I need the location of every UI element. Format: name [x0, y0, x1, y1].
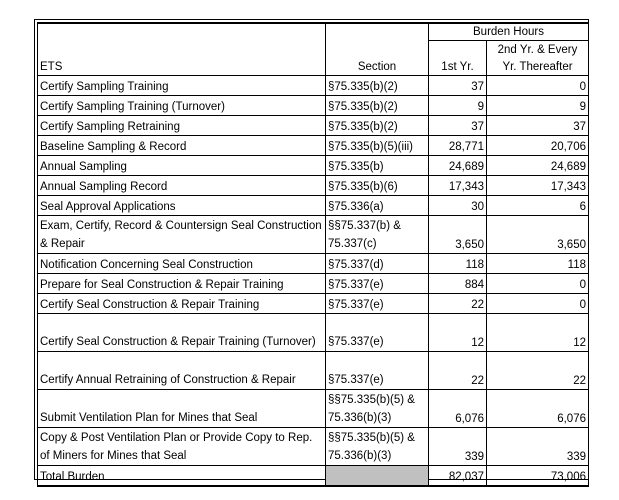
row-first-year-cell: 884	[429, 274, 487, 294]
row-section-cell: §75.337(e)	[326, 352, 429, 390]
row-later-years-cell: 0	[487, 294, 589, 314]
table-row	[38, 274, 589, 294]
header-burden-hours: Burden Hours	[429, 23, 589, 41]
row-ets-cell: Baseline Sampling & Record	[38, 136, 326, 156]
row-later-years-cell: 22	[487, 352, 589, 390]
table-row	[38, 156, 589, 176]
row-section-cell: §75.336(a)	[326, 196, 429, 216]
row-first-year-cell: 22	[429, 294, 487, 314]
row-ets-cell: Annual Sampling	[38, 156, 326, 176]
row-first-year-cell: 28,771	[429, 136, 487, 156]
row-section-cell: §75.335(b)(5)(iii)	[326, 136, 429, 156]
row-ets-cell: Certify Sampling Training (Turnover)	[38, 96, 326, 116]
row-section-cell: §75.337(e)	[326, 294, 429, 314]
row-first-year-cell: 22	[429, 352, 487, 390]
row-later-years-cell: 339	[487, 428, 589, 466]
row-later-years-cell: 0	[487, 76, 589, 96]
table-row	[38, 76, 589, 96]
total-row	[38, 466, 589, 486]
total-label: Total Burden	[38, 466, 326, 486]
row-ets-cell: Certify Seal Construction & Repair Training	[38, 294, 326, 314]
row-section-cell: §75.335(b)(2)	[326, 96, 429, 116]
row-first-year-cell: 24,689	[429, 156, 487, 176]
row-ets-cell: Submit Ventilation Plan for Mines that Seal	[38, 390, 326, 428]
table-row	[38, 294, 589, 314]
row-section-cell: §75.337(e)	[326, 314, 429, 352]
header-second-year-line1: 2nd Yr. & Every	[487, 41, 589, 58]
row-section-cell: §75.335(b)(2)	[326, 76, 429, 96]
row-later-years-cell: 6,076	[487, 390, 589, 428]
total-later-years: 73,006	[487, 466, 589, 486]
row-ets-cell: Certify Sampling Training	[38, 76, 326, 96]
row-later-years-cell: 17,343	[487, 176, 589, 196]
table-row	[38, 314, 589, 352]
table-row	[38, 96, 589, 116]
row-ets-cell: Certify Seal Construction & Repair Training (Turnover)	[38, 314, 326, 352]
row-later-years-cell: 6	[487, 196, 589, 216]
row-ets-cell: Certify Sampling Retraining	[38, 116, 326, 136]
table-row	[38, 216, 589, 254]
row-section-cell: §§75.335(b)(5) & 75.336(b)(3)	[326, 428, 429, 466]
table-row	[38, 136, 589, 156]
header-ets: ETS	[38, 23, 326, 76]
row-later-years-cell: 9	[487, 96, 589, 116]
row-section-cell: §§75.337(b) & 75.337(c)	[326, 216, 429, 254]
row-later-years-cell: 24,689	[487, 156, 589, 176]
row-first-year-cell: 37	[429, 76, 487, 96]
row-section-cell: §75.337(e)	[326, 274, 429, 294]
row-first-year-cell: 9	[429, 96, 487, 116]
row-first-year-cell: 6,076	[429, 390, 487, 428]
row-section-cell: §75.335(b)	[326, 156, 429, 176]
row-section-cell: §75.335(b)(6)	[326, 176, 429, 196]
total-section-blank	[326, 466, 429, 486]
header-second-year-line2: Yr. Thereafter	[487, 58, 589, 76]
row-first-year-cell: 17,343	[429, 176, 487, 196]
row-later-years-cell: 118	[487, 254, 589, 274]
header-section: Section	[326, 23, 429, 76]
table-row	[38, 196, 589, 216]
total-first-year: 82,037	[429, 466, 487, 486]
row-section-cell: §75.335(b)(2)	[326, 116, 429, 136]
row-later-years-cell: 20,706	[487, 136, 589, 156]
table-row	[38, 254, 589, 274]
row-ets-cell: Notification Concerning Seal Construction	[38, 254, 326, 274]
row-first-year-cell: 30	[429, 196, 487, 216]
row-ets-cell: Prepare for Seal Construction & Repair Training	[38, 274, 326, 294]
table-row	[38, 428, 589, 466]
row-ets-cell: Annual Sampling Record	[38, 176, 326, 196]
row-section-cell: §§75.335(b)(5) & 75.336(b)(3)	[326, 390, 429, 428]
burden-hours-table	[37, 22, 589, 487]
row-first-year-cell: 118	[429, 254, 487, 274]
row-ets-cell: Certify Annual Retraining of Construction & Repair	[38, 352, 326, 390]
row-later-years-cell: 37	[487, 116, 589, 136]
table-row	[38, 352, 589, 390]
table-row	[38, 116, 589, 136]
row-later-years-cell: 12	[487, 314, 589, 352]
row-ets-cell: Copy & Post Ventilation Plan or Provide Copy to Rep. of Miners for Mines that Seal	[38, 428, 326, 466]
header-first-year: 1st Yr.	[429, 41, 487, 76]
row-ets-cell: Exam, Certify, Record & Countersign Seal Construction & Repair	[38, 216, 326, 254]
row-first-year-cell: 12	[429, 314, 487, 352]
row-section-cell: §75.337(d)	[326, 254, 429, 274]
row-first-year-cell: 339	[429, 428, 487, 466]
table-row	[38, 176, 589, 196]
row-later-years-cell: 3,650	[487, 216, 589, 254]
table-row	[38, 390, 589, 428]
row-first-year-cell: 3,650	[429, 216, 487, 254]
row-ets-cell: Seal Approval Applications	[38, 196, 326, 216]
row-first-year-cell: 37	[429, 116, 487, 136]
row-later-years-cell: 0	[487, 274, 589, 294]
